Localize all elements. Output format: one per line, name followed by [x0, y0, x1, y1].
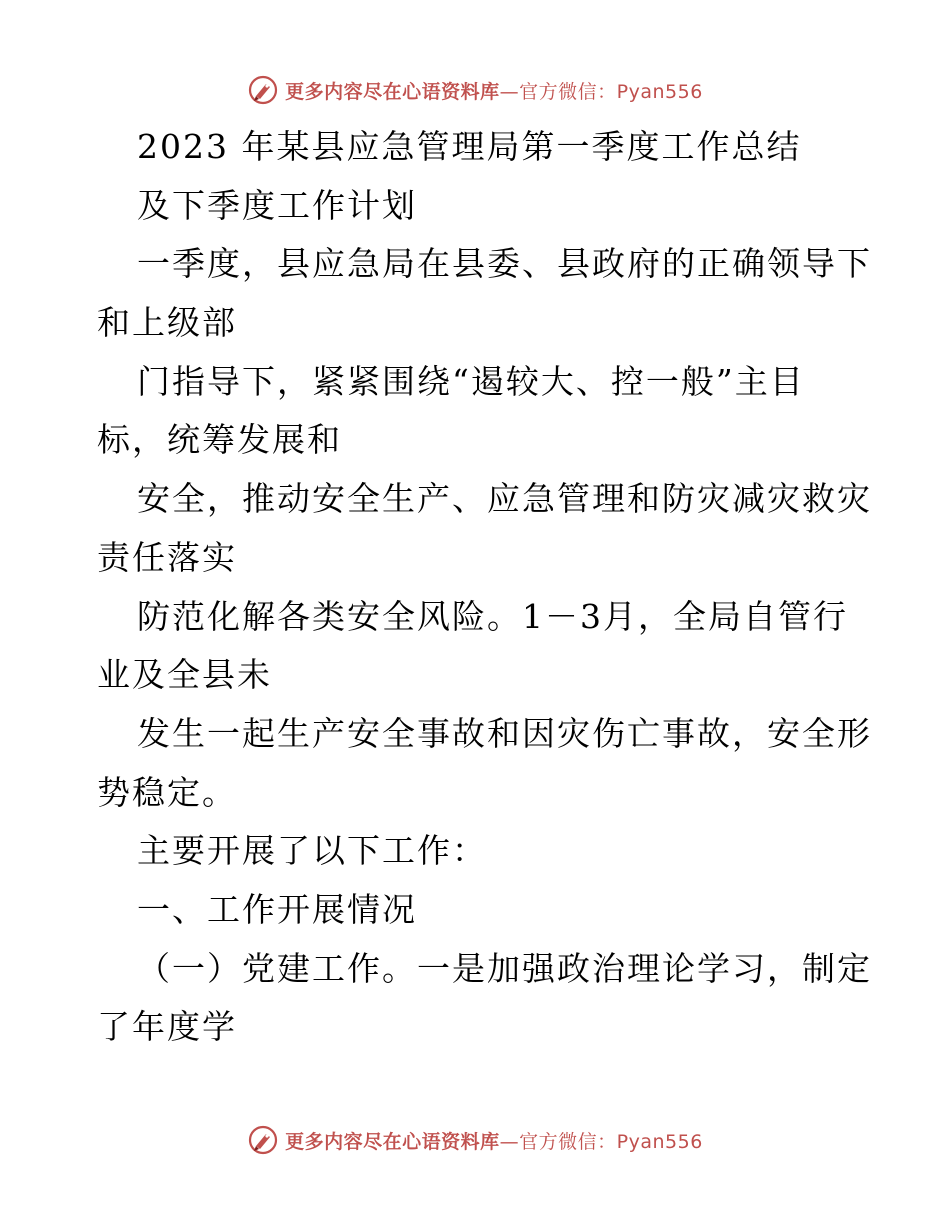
doc-paragraph-line: 安全，推动安全生产、应急管理和防灾减灾救灾 — [137, 479, 872, 519]
doc-paragraph-line: 主要开展了以下工作： — [137, 831, 487, 871]
doc-paragraph-line: 和上级部 — [97, 303, 237, 343]
doc-paragraph-line: 门指导下，紧紧围绕“遏较大、控一般”主目 — [137, 361, 805, 401]
doc-paragraph-line: 发生一起生产安全事故和因灾伤亡事故，安全形 — [137, 713, 872, 753]
doc-paragraph-line: 防范化解各类安全风险。1－3月，全局自管行 — [137, 596, 848, 636]
watermark-main-text: 更多内容尽在心语资料库 — [285, 1130, 500, 1153]
watermark-text — [285, 1127, 703, 1154]
doc-paragraph-line: 势稳定。 — [97, 772, 237, 812]
watermark-text — [285, 77, 703, 104]
pen-nib-circle-icon — [247, 74, 279, 106]
watermark-header — [0, 70, 950, 110]
doc-paragraph-line: 了年度学 — [97, 1007, 237, 1047]
doc-title-line-1: 2023 年某县应急管理局第一季度工作总结 — [137, 127, 802, 166]
watermark-footer — [0, 1120, 950, 1160]
doc-title-line-2: 及下季度工作计划 — [137, 185, 417, 225]
watermark-sub-text: —官方微信：Pyan556 — [499, 80, 703, 103]
doc-paragraph-line: 一季度，县应急局在县委、县政府的正确领导下 — [137, 244, 872, 284]
watermark-main-text: 更多内容尽在心语资料库 — [285, 80, 500, 103]
doc-paragraph-line: 标，统筹发展和 — [97, 420, 342, 460]
document-body — [97, 118, 872, 1057]
watermark-sub-text: —官方微信：Pyan556 — [499, 1130, 703, 1153]
doc-paragraph-line: （一）党建工作。一是加强政治理论学习，制定 — [137, 948, 872, 988]
doc-paragraph-line: 责任落实 — [97, 537, 237, 577]
doc-paragraph-line: 业及全县未 — [97, 655, 272, 695]
doc-section-heading: 一、工作开展情况 — [137, 889, 417, 929]
pen-nib-circle-icon — [247, 1124, 279, 1156]
